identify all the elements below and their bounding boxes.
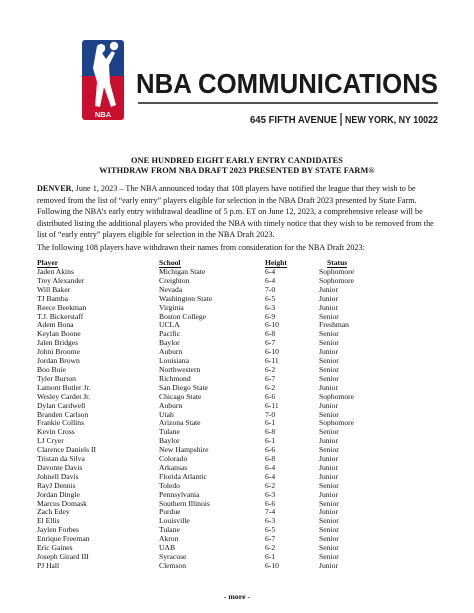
player-name: Keylan Boone — [37, 329, 81, 339]
player-school: Arkansas — [159, 462, 188, 472]
player-status: Sophomore — [319, 418, 355, 428]
player-school: Auburn — [159, 347, 183, 357]
table-row — [37, 517, 407, 526]
table-row — [37, 393, 407, 402]
player-name: Johnell Davis — [37, 471, 79, 481]
player-status: Freshman — [319, 320, 349, 330]
player-school: Southern Illinois — [159, 498, 210, 508]
player-table — [37, 259, 407, 571]
player-height: 6-7 — [265, 338, 276, 348]
player-status: Senior — [319, 525, 339, 535]
player-height: 6-4 — [265, 267, 276, 276]
player-name: Marcus Domask — [37, 498, 87, 508]
player-status: Junior — [319, 471, 338, 481]
logo-wordmark: NBA — [94, 110, 112, 119]
player-rows — [37, 268, 407, 571]
player-height: 7-0 — [265, 284, 276, 294]
player-name: LJ Cryer — [37, 436, 64, 446]
table-row — [37, 544, 407, 553]
player-name: Tyler Burton — [37, 373, 76, 383]
table-row — [37, 446, 407, 455]
intro-body: , June 1, 2023 – The NBA announced today that 108 players have notified the league that they wish to be removed from the list of “early entry” players eligible for selection in the NBA Draft 2023 presented by State Farm. Following the NBA’s early entry withdrawal deadline of 5 p.m. ET on June 12, 2023, a comprehensive release will be distributed listing the additional players who provided the NBA with timely notice that they wish to be removed from the list of “early entry” players eligible for selection in the NBA Draft 2023. — [37, 184, 434, 240]
player-school: UCLA — [159, 320, 180, 330]
intro-paragraph — [37, 183, 441, 241]
player-status: Senior — [319, 534, 339, 544]
player-status: Sophomore — [319, 267, 355, 276]
dateline: DENVER — [37, 184, 72, 193]
player-status: Junior — [319, 347, 338, 357]
table-row — [37, 339, 407, 348]
player-status: Senior — [319, 329, 339, 339]
header-player: Player — [37, 258, 59, 267]
player-school: Clemson — [159, 560, 187, 570]
player-name: TJ Bamba — [37, 293, 69, 303]
player-height: 6-6 — [265, 498, 276, 508]
player-name: T.J. Bickerstaff — [37, 311, 84, 321]
player-status: Senior — [319, 498, 339, 508]
player-height: 7-4 — [265, 507, 276, 517]
player-height: 6-8 — [265, 427, 276, 437]
player-name: RayJ Dennis — [37, 480, 76, 490]
player-height: 6-7 — [265, 534, 276, 544]
player-status: Senior — [319, 311, 339, 321]
table-row — [37, 482, 407, 491]
player-height: 6-4 — [265, 471, 276, 481]
player-height: 6-2 — [265, 480, 276, 490]
table-row — [37, 366, 407, 375]
table-row — [37, 402, 407, 411]
player-school: New Hampshire — [159, 445, 209, 455]
player-school: Toledo — [159, 480, 180, 490]
player-status: Junior — [319, 507, 338, 517]
player-height: 6-2 — [265, 382, 276, 392]
player-school: Akron — [159, 534, 179, 544]
player-name: Trey Alexander — [37, 275, 85, 285]
table-row — [37, 321, 407, 330]
player-status: Sophomore — [319, 275, 355, 285]
address-city: NEW YORK, NY 10022 — [345, 114, 439, 126]
player-status: Senior — [319, 552, 339, 561]
more-indicator: - more - — [223, 592, 251, 601]
player-status: Senior — [319, 427, 339, 437]
player-status: Junior — [319, 293, 338, 303]
table-row — [37, 455, 407, 464]
player-school: Purdue — [159, 507, 181, 517]
player-height: 6-3 — [265, 302, 276, 312]
table-row — [37, 562, 407, 571]
player-school: Richmond — [159, 373, 191, 383]
player-height: 7-0 — [265, 409, 276, 419]
player-height: 6-9 — [265, 311, 276, 321]
player-status: Senior — [319, 356, 339, 366]
list-intro: The following 108 players have withdrawn their names from consideration for the NBA Draft 2023: — [37, 243, 365, 252]
player-school: Chicago State — [159, 391, 202, 401]
player-status: Senior — [319, 516, 339, 526]
player-height: 6-1 — [265, 418, 276, 428]
player-school: Michigan State — [159, 267, 206, 276]
player-name: Tristan da Silva — [37, 454, 85, 464]
player-status: Junior — [319, 382, 338, 392]
player-school: Boston College — [159, 311, 207, 321]
player-name: Eric Gaines — [37, 543, 73, 553]
table-row — [37, 304, 407, 313]
player-height: 6-10 — [265, 560, 279, 570]
header-status: Status — [327, 258, 348, 267]
player-school: Virginia — [159, 302, 184, 312]
table-row — [37, 295, 407, 304]
player-name: Johni Broome — [37, 347, 80, 357]
player-school: Northwestern — [159, 364, 201, 374]
table-row — [37, 526, 407, 535]
player-school: Washington State — [159, 293, 213, 303]
player-height: 6-3 — [265, 516, 276, 526]
player-status: Junior — [319, 400, 338, 410]
player-height: 6-11 — [265, 356, 279, 366]
player-status: Senior — [319, 364, 339, 374]
player-status: Junior — [319, 302, 338, 312]
player-height: 6-8 — [265, 454, 276, 464]
player-school: Arizona State — [159, 418, 201, 428]
player-school: Utah — [159, 409, 174, 419]
table-row — [37, 419, 407, 428]
player-name: Adem Bona — [37, 320, 74, 330]
player-status: Junior — [319, 436, 338, 446]
player-status: Junior — [319, 454, 338, 464]
header-school: School — [159, 258, 181, 267]
player-school: Syracuse — [159, 552, 187, 561]
player-name: Clarence Daniels II — [37, 445, 97, 455]
player-name: Boo Buie — [37, 364, 66, 374]
player-school: Florida Atlantic — [159, 471, 207, 481]
player-name: Jaylen Forbes — [37, 525, 79, 535]
player-school: Pennsylvania — [159, 489, 200, 499]
table-row — [37, 357, 407, 366]
player-school: Louisville — [159, 516, 190, 526]
player-school: UAB — [159, 543, 176, 553]
table-row — [37, 286, 407, 295]
table-row — [37, 508, 407, 517]
player-school: Creighton — [159, 275, 190, 285]
player-name: Jalen Bridges — [37, 338, 79, 348]
player-name: Will Baker — [37, 284, 71, 294]
player-height: 6-6 — [265, 391, 276, 401]
table-row — [37, 330, 407, 339]
player-name: Enrique Freeman — [37, 534, 90, 544]
headline-line-1: ONE HUNDRED EIGHT EARLY ENTRY CANDIDATES — [130, 156, 343, 165]
player-name: Davonte Davis — [37, 462, 83, 472]
player-name: Jordan Brown — [37, 356, 80, 366]
player-height: 6-2 — [265, 543, 276, 553]
player-height: 6-1 — [265, 436, 276, 446]
table-row — [37, 313, 407, 322]
player-height: 6-6 — [265, 445, 276, 455]
table-row — [37, 375, 407, 384]
player-height: 6-5 — [265, 525, 276, 535]
player-status: Junior — [319, 462, 338, 472]
table-row — [37, 428, 407, 437]
header-height: Height — [265, 258, 287, 267]
player-school: Baylor — [159, 436, 180, 446]
letterhead-title: NBA COMMUNICATIONS — [136, 68, 438, 99]
player-school: Pacific — [159, 329, 181, 339]
player-name: Zach Edey — [37, 507, 70, 517]
player-name: Frankie Collins — [37, 418, 85, 428]
player-school: Colorado — [159, 454, 188, 464]
player-name: Jordan Dingle — [37, 489, 80, 499]
headline-line-2: WITHDRAW FROM NBA DRAFT 2023 PRESENTED BY STATE FARM® — [99, 166, 375, 175]
player-height: 6-5 — [265, 293, 276, 303]
player-name: Joseph Girard III — [37, 552, 89, 561]
player-school: Louisiana — [159, 356, 189, 366]
table-row — [37, 553, 407, 562]
player-height: 6-10 — [265, 320, 279, 330]
player-height: 6-10 — [265, 347, 279, 357]
player-height: 6-7 — [265, 373, 276, 383]
player-height: 6-4 — [265, 462, 276, 472]
table-row — [37, 500, 407, 509]
player-height: 6-4 — [265, 275, 276, 285]
player-status: Junior — [319, 489, 338, 499]
table-row — [37, 464, 407, 473]
player-status: Senior — [319, 543, 339, 553]
table-row — [37, 491, 407, 500]
player-name: Jaden Akins — [37, 267, 74, 276]
player-status: Senior — [319, 338, 339, 348]
player-name: Reece Beekman — [37, 302, 87, 312]
player-height: 6-3 — [265, 489, 276, 499]
letterhead — [0, 0, 474, 150]
player-status: Senior — [319, 409, 339, 419]
table-row — [37, 277, 407, 286]
address-street: 645 FIFTH AVENUE — [250, 114, 337, 126]
player-status: Senior — [319, 373, 339, 383]
player-name: Kevin Cross — [37, 427, 75, 437]
player-status: Senior — [319, 445, 339, 455]
table-row — [37, 535, 407, 544]
table-row — [37, 473, 407, 482]
player-height: 6-11 — [265, 400, 279, 410]
player-status: Sophomore — [319, 391, 355, 401]
player-status: Junior — [319, 284, 338, 294]
player-school: Nevada — [159, 284, 183, 294]
table-row — [37, 348, 407, 357]
player-name: Dylan Cardwell — [37, 400, 86, 410]
player-name: Wesley Cardet Jr. — [37, 391, 91, 401]
player-school: San Diego State — [159, 382, 208, 392]
player-height: 6-1 — [265, 552, 276, 561]
player-school: Tulane — [159, 427, 180, 437]
player-height: 6-8 — [265, 329, 276, 339]
player-school: Baylor — [159, 338, 180, 348]
headline — [0, 156, 474, 176]
player-name: PJ Hall — [37, 560, 60, 570]
player-height: 6-2 — [265, 364, 276, 374]
player-status: Senior — [319, 480, 339, 490]
player-school: Auburn — [159, 400, 183, 410]
player-school: Tulane — [159, 525, 180, 535]
player-name: Branden Carlson — [37, 409, 89, 419]
player-status: Junior — [319, 560, 338, 570]
player-name: Lamont Butler Jr. — [37, 382, 91, 392]
nba-logo-icon — [82, 40, 124, 120]
player-name: El Ellis — [37, 516, 60, 526]
